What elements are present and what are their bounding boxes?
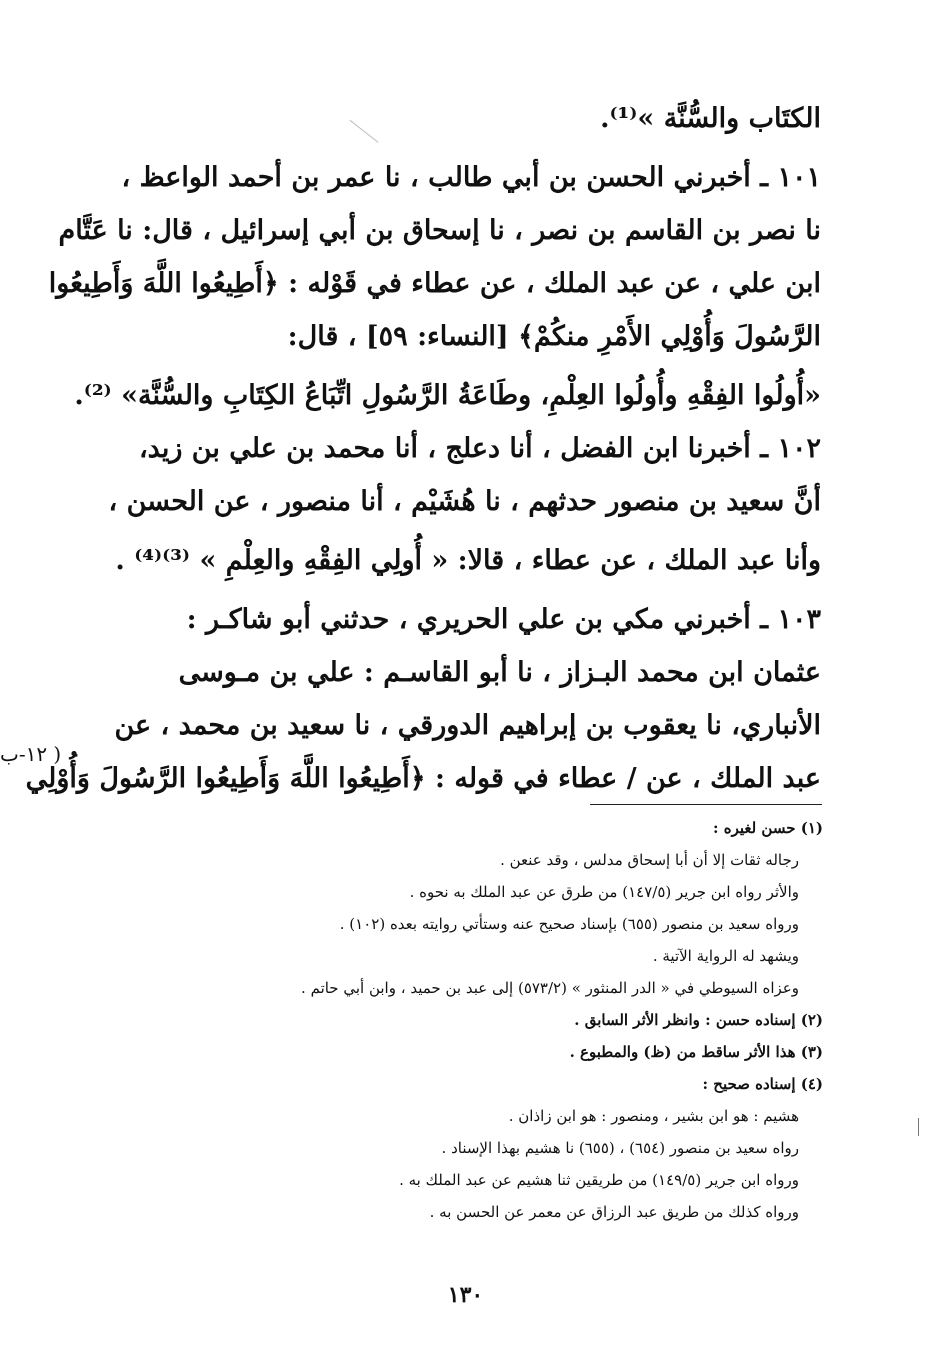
page-number: ١٣٠ — [447, 1282, 484, 1308]
text-line: الرَّسُولَ وَأُوْلِي الأَمْرِ منكُمْ﴾ [النساء: ٥٩] ، قال: — [287, 321, 821, 352]
footnote-line: وعزاه السيوطي في « الدر المنثور » (٥٧٣/٢) إلى عبد بن حميد ، وابن أبي حاتم . — [301, 979, 799, 997]
text-line: ١٠٢ ـ أخبرنا ابن الفضل ، أنا دعلج ، أنا محمد بن علي بن زيد، — [138, 433, 821, 464]
text-line: نا نصر بن القاسم بن نصر ، نا إسحاق بن أبي إسرائيل ، قال: نا عَتَّام — [58, 215, 821, 246]
text-line: أنَّ سعيد بن منصور حدثهم ، نا هُشَيْم ، أنا منصور ، عن الحسن ، — [108, 486, 821, 517]
text-line: ابن علي ، عن عبد الملك ، عن عطاء في قَوْله : ﴿أَطِيعُوا اللَّهَ وَأَطِيعُوا — [48, 268, 821, 299]
text-line: الكتَاب والسُّنَّة »⁽¹⁾. — [600, 103, 821, 134]
text-line: عبد الملك ، عن / عطاء في قوله : ﴿أَطِيعُوا اللَّهَ وَأَطِيعُوا الرَّسُولَ وَأُوْلِي — [25, 763, 821, 794]
footnote-line: رجاله ثقات إلا أن أبا إسحاق مدلس ، وقد عنعن . — [500, 851, 799, 869]
footnote-separator — [590, 804, 822, 805]
footnote-line: ورواه ابن جرير (١٤٩/٥) من طريقين ثنا هشيم عن عبد الملك به . — [399, 1171, 799, 1189]
footnote-heading: (٤) إسناده صحيح : — [702, 1075, 823, 1093]
text-line: «أُولُوا الفِقْهِ وأُولُوا العِلْمِ، وطَاعَةُ الرَّسُولِ اتِّبَاعُ الكِتَابِ والسُّنَّة» ⁽²⁾. — [74, 380, 821, 411]
manuscript-folio-marker: ( ١٢-ب — [0, 742, 62, 766]
scan-artifact — [918, 1118, 919, 1136]
footnote-line: ويشهد له الرواية الآتية . — [652, 947, 799, 965]
footnote-line: ورواه سعيد بن منصور (٦٥٥) بإسناد صحيح عنه وستأتي روايته بعده (١٠٢) . — [339, 915, 799, 933]
footnote-heading: (١) حسن لغيره : — [712, 819, 823, 837]
footnotes — [180, 812, 823, 1228]
footnote-line: هشيم : هو ابن بشير ، ومنصور : هو ابن زاذان . — [508, 1107, 799, 1125]
footnote-line: رواه سعيد بن منصور (٦٥٤) ، (٦٥٥) نا هشيم بهذا الإسناد . — [441, 1139, 799, 1157]
text-line: ١٠١ ـ أخبرني الحسن بن أبي طالب ، نا عمر بن أحمد الواعظ ، — [121, 162, 821, 193]
footnote-heading: (٢) إسناده حسن : وانظر الأثر السابق . — [574, 1011, 823, 1029]
footnote-line: والأثر رواه ابن جرير (١٤٧/٥) من طرق عن عبد الملك به نحوه . — [409, 883, 799, 901]
text-line: عثمان ابن محمد البـزاز ، نا أبو القاسـم : علي بن مـوسى — [178, 657, 821, 688]
text-line: الأنباري، نا يعقوب بن إبراهيم الدورقي ، نا سعيد بن محمد ، عن — [114, 710, 821, 741]
footnote-line: ورواه كذلك من طريق عبد الرزاق عن معمر عن الحسن به . — [429, 1203, 799, 1221]
footnote-heading: (٣) هذا الأثر ساقط من (ظ) والمطبوع . — [569, 1043, 823, 1061]
text-line: وأنا عبد الملك ، عن عطاء ، قالا: « أُولِي الفِقْهِ والعِلْمِ » ⁽³⁾⁽⁴⁾ . — [115, 545, 821, 576]
text-line: ١٠٣ ـ أخبرني مكي بن علي الحريري ، حدثني أبو شاكـر : — [186, 604, 821, 635]
